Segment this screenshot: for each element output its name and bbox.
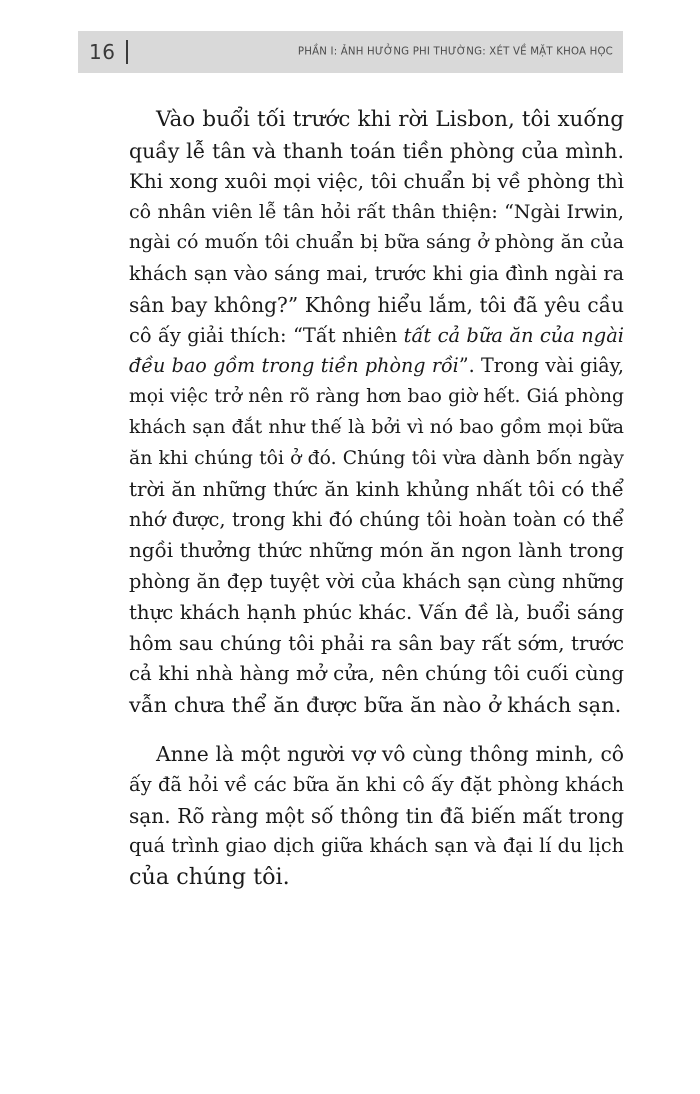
text-line: của chúng tôi. (129, 864, 290, 891)
running-title: PHẦN I: ẢNH HƯỞNG PHI THƯỜNG: XÉT VỀ MẶT KHOA HỌC (297, 46, 613, 58)
text-line: khách sạn đắt như thế là bởi vì nó bao gồm mọi bữa (129, 416, 624, 438)
text-line: ngồi thưởng thức những món ăn ngon lành trong (129, 539, 624, 563)
italic-phrase: đều bao gồm trong tiền phòng rồi (129, 354, 459, 378)
text-line: Vào buổi tối trước khi rời Lisbon, tôi xuống (156, 107, 624, 132)
paragraph-2 (129, 739, 624, 893)
text-line: Anne là một người vợ vô cùng thông minh, cô (156, 741, 624, 766)
text-line: sân bay không?” Không hiểu lắm, tôi đã yêu cầu (129, 292, 624, 317)
text-line: trời ăn những thức ăn kinh khủng nhất tôi có thể (129, 477, 624, 501)
text-line: cô ấy giải thích: “Tất nhiên tất cả bữa ăn của ngài (129, 323, 624, 347)
text-line: ăn khi chúng tôi ở đó. Chúng tôi vừa dành bốn ngày (129, 447, 624, 469)
text-line: nhớ được, trong khi đó chúng tôi hoàn toàn có thể (129, 508, 624, 532)
page-number: 16 (89, 40, 116, 64)
paragraph-1 (129, 105, 624, 721)
header-divider (126, 40, 128, 64)
italic-phrase: tất cả bữa ăn của ngài (403, 323, 624, 347)
text-line: phòng ăn đẹp tuyệt vời của khách sạn cùng những (129, 569, 624, 593)
text-line: cả khi nhà hàng mở cửa, nên chúng tôi cuối cùng (129, 662, 624, 686)
text-line: đều bao gồm trong tiền phòng rồi”. Trong vài giây, (129, 354, 624, 378)
text-line: sạn. Rõ ràng một số thông tin đã biến mất trong (129, 803, 624, 828)
text-line: ấy đã hỏi về các bữa ăn khi cô ấy đặt phòng khách (129, 772, 624, 796)
text-line: Khi xong xuôi mọi việc, tôi chuẩn bị về phòng thì (129, 169, 624, 193)
text-line: cô nhân viên lễ tân hỏi rất thân thiện: “Ngài Irwin, (129, 201, 624, 224)
text-line: khách sạn vào sáng mai, trước khi gia đình ngài ra (129, 261, 624, 285)
running-header (78, 31, 623, 73)
text-line: hôm sau chúng tôi phải ra sân bay rất sớm, trước (129, 631, 624, 655)
text-line: quá trình giao dịch giữa khách sạn và đại lí du lịch (129, 834, 624, 858)
paragraph-gap (129, 721, 624, 739)
text-line: ngài có muốn tôi chuẩn bị bữa sáng ở phòng ăn của (129, 232, 624, 254)
text-line: thực khách hạnh phúc khác. Vấn đề là, buổi sáng (129, 600, 624, 624)
text-line: vẫn chưa thể ăn được bữa ăn nào ở khách sạn. (129, 693, 622, 718)
body-text (129, 105, 624, 893)
text-line: mọi việc trở nên rõ ràng hơn bao giờ hết. Giá phòng (129, 386, 624, 408)
text-line: quầy lễ tân và thanh toán tiền phòng của mình. (129, 138, 624, 163)
